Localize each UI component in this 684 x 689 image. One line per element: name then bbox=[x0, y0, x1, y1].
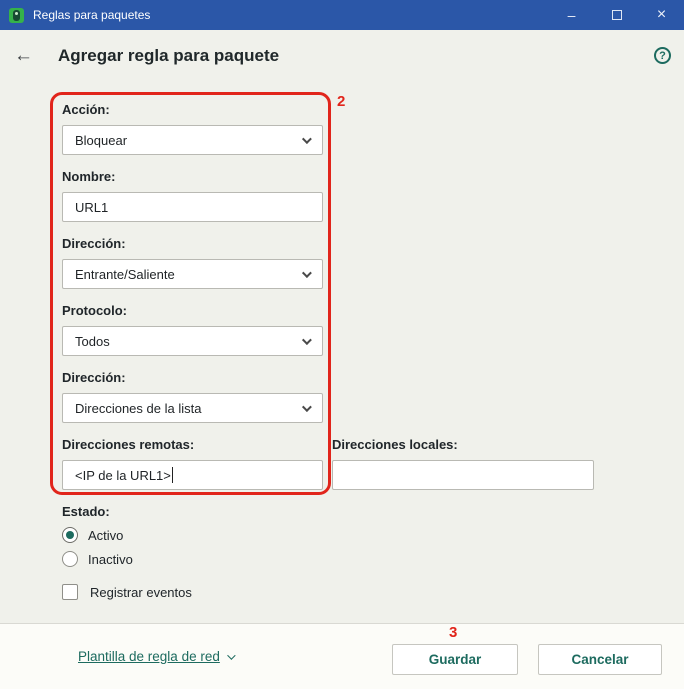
close-icon: × bbox=[656, 6, 667, 23]
title-bar bbox=[0, 0, 684, 30]
footer-bar bbox=[0, 623, 684, 689]
registrar-eventos-checkbox[interactable] bbox=[62, 584, 622, 600]
registrar-eventos-label: Registrar eventos bbox=[90, 584, 192, 600]
chevron-down-icon bbox=[302, 134, 312, 144]
locales-input[interactable] bbox=[332, 460, 594, 490]
chevron-down-icon bbox=[302, 402, 312, 412]
close-button[interactable] bbox=[639, 0, 684, 30]
window-title: Reglas para paquetes bbox=[33, 8, 151, 22]
field-group-direccion2 bbox=[62, 371, 622, 423]
chevron-down-icon bbox=[302, 335, 312, 345]
chevron-down-icon bbox=[227, 651, 235, 659]
nombre-label: Nombre: bbox=[62, 169, 116, 184]
maximize-icon bbox=[612, 10, 622, 20]
address-row bbox=[62, 438, 622, 490]
page-header bbox=[0, 44, 684, 72]
remotas-input[interactable] bbox=[62, 460, 323, 490]
radio-activo[interactable] bbox=[62, 527, 622, 543]
page-title: Agregar regla para paquete bbox=[58, 46, 280, 65]
direccion1-value: Entrante/Saliente bbox=[75, 266, 175, 282]
accion-label: Acción: bbox=[62, 102, 110, 117]
field-group-protocolo bbox=[62, 304, 622, 356]
accion-value: Bloquear bbox=[75, 132, 128, 148]
annotation-step3-number: 3 bbox=[449, 624, 458, 641]
estado-label: Estado: bbox=[62, 504, 110, 519]
accion-select[interactable] bbox=[62, 125, 323, 155]
radio-unselected-icon bbox=[62, 551, 78, 567]
direccion2-value: Direcciones de la lista bbox=[75, 400, 202, 416]
checkbox-icon bbox=[62, 584, 78, 600]
minimize-icon: – bbox=[567, 7, 576, 23]
estado-section bbox=[62, 505, 622, 600]
template-link-label: Plantilla de regla de red bbox=[78, 649, 220, 664]
protocolo-select[interactable] bbox=[62, 326, 323, 356]
app-icon-dot bbox=[15, 12, 18, 15]
cancel-button[interactable]: Cancelar bbox=[538, 644, 662, 675]
radio-selected-icon bbox=[62, 527, 78, 543]
field-group-direccion1 bbox=[62, 237, 622, 289]
field-group-locales bbox=[332, 438, 594, 490]
radio-inactivo[interactable] bbox=[62, 551, 622, 567]
protocolo-value: Todos bbox=[75, 333, 110, 349]
chevron-down-icon bbox=[302, 268, 312, 278]
protocolo-label: Protocolo: bbox=[62, 303, 127, 318]
locales-label: Direcciones locales: bbox=[332, 437, 458, 452]
help-icon[interactable]: ? bbox=[654, 47, 671, 64]
remotas-value: <IP de la URL1> bbox=[75, 467, 171, 483]
form-content bbox=[62, 103, 622, 600]
field-group-nombre bbox=[62, 170, 622, 222]
nombre-input[interactable] bbox=[62, 192, 323, 222]
field-group-remotas bbox=[62, 438, 323, 490]
nombre-value: URL1 bbox=[75, 199, 109, 215]
text-cursor bbox=[172, 467, 173, 483]
field-group-accion bbox=[62, 103, 622, 155]
radio-inactivo-label: Inactivo bbox=[88, 551, 133, 567]
direccion2-label: Dirección: bbox=[62, 370, 126, 385]
radio-activo-label: Activo bbox=[88, 527, 124, 543]
window-controls bbox=[549, 0, 684, 30]
direccion1-select[interactable] bbox=[62, 259, 323, 289]
annotation-step2-number: 2 bbox=[337, 93, 346, 110]
network-rule-template-link[interactable] bbox=[78, 649, 233, 664]
remotas-label: Direcciones remotas: bbox=[62, 437, 195, 452]
direccion1-label: Dirección: bbox=[62, 236, 126, 251]
minimize-button[interactable] bbox=[549, 0, 594, 30]
direccion2-select[interactable] bbox=[62, 393, 323, 423]
back-arrow-icon[interactable]: ← bbox=[14, 45, 33, 66]
kaspersky-app-icon bbox=[9, 8, 24, 23]
save-button[interactable]: Guardar bbox=[392, 644, 518, 675]
maximize-button[interactable] bbox=[594, 0, 639, 30]
